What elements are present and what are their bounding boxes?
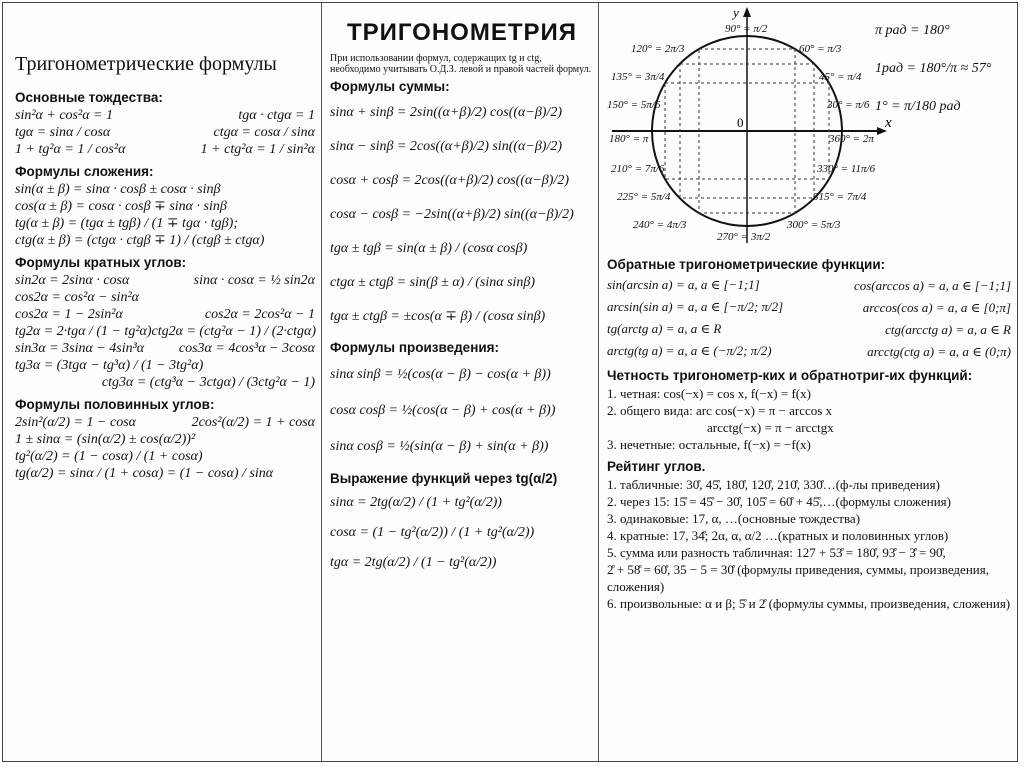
formula: cos2α = cos²α − sin²α (15, 290, 139, 305)
formula: ctgα ± ctgβ = sin(β ± α) / (sinα sinβ) (330, 275, 536, 290)
formula: cosα = (1 − tg²(α/2)) / (1 + tg²(α/2)) (330, 525, 535, 540)
formula: 1 ± sinα = (sin(α/2) ± cos(α/2))² (15, 432, 196, 447)
formula: cosα − cosβ = −2sin((α+β)/2) sin((α−β)/2) (330, 207, 574, 222)
formula: tg2α = 2·tgα / (1 − tg²α) (15, 324, 152, 339)
angle-label: 300° = 5π/3 (787, 219, 841, 231)
parity-item: 2. общего вида: arc cos(−x) = π − arccos x (607, 403, 833, 418)
angle-label: 240° = 4π/3 (633, 219, 687, 231)
formula: cos2α = 1 − 2sin²α (15, 307, 123, 322)
rating-item: 1. табличные: 30̊, 45̊, 180̊, 120̊, 210̊, 330̊…(ф-лы приведения) (607, 477, 940, 492)
y-axis-label: y (733, 5, 739, 20)
origin-label: 0 (737, 115, 744, 130)
angle-label: 135° = 3π/4 (611, 71, 665, 83)
angle-label: 60° = π/3 (799, 43, 842, 55)
angle-label: 330° = 11π/6 (817, 163, 876, 175)
rating-item: 5. сумма или разность табличная: 127 + 53̊ = 180̊, 93̊ − 3̊ = 90̊, (607, 545, 946, 560)
sheet-subtitle: Тригонометрические формулы (15, 53, 277, 75)
via-tan-heading: Выражение функций через tg(α/2) (330, 471, 558, 486)
formula: tg²(α/2) = (1 − cosα) / (1 + cosα) (15, 449, 203, 464)
formula: ctg(α ± β) = (ctgα · ctgβ ∓ 1) / (ctgβ ± ctgα) (15, 233, 265, 248)
formula: tg(arctg a) = a, a ∈ R (607, 321, 722, 336)
unit-circle-area (607, 3, 1011, 253)
column-basic-formulas (3, 3, 321, 761)
odz-note: При использовании формул, содержащих tg и ctg, необходимо учитывать О.Д.З. левой и правой частей формул. (330, 53, 592, 75)
parity-heading: Четность тригонометр-ких и обратнотриг-их функций: (607, 368, 973, 383)
formula: ctgα = cosα / sinα (213, 125, 315, 140)
formula: tgα ± ctgβ = ±cos(α ∓ β) / (cosα sinβ) (330, 309, 546, 324)
unit-circle-diagram (607, 3, 897, 253)
parity-item: arcctg(−x) = π − arcctgx (707, 420, 834, 435)
formula: sinα − sinβ = 2cos((α+β)/2) sin((α−β)/2) (330, 139, 563, 154)
addition-heading: Формулы сложения: (15, 164, 154, 179)
formula: sinα cosβ = ½(sin(α − β) + sin(α + β)) (330, 439, 549, 454)
multiple-angles-heading: Формулы кратных углов: (15, 255, 187, 270)
angle-label: 360° = 2π (829, 133, 874, 145)
formula: 2sin²(α/2) = 1 − cosα (15, 415, 137, 430)
formula: tgα · ctgα = 1 (238, 108, 315, 123)
formula: arccos(cos a) = a, a ∈ [0;π] (862, 299, 1011, 315)
formula: cosα + cosβ = 2cos((α+β)/2) cos((α−β)/2) (330, 173, 569, 188)
formula: cos2α = 2cos²α − 1 (204, 307, 315, 322)
rating-item: 4. кратные: 17, 34̊; 2α, α, α/2 …(кратных и половинных углов) (607, 528, 949, 543)
radian-notes (875, 23, 1005, 137)
angle-label: 315° = 7π/4 (813, 191, 867, 203)
angle-label: 180° = π (609, 133, 649, 145)
angle-label: 150° = 5π/6 (607, 99, 661, 111)
formula: tgα ± tgβ = sin(α ± β) / (cosα cosβ) (330, 241, 528, 256)
formula: 2cos²(α/2) = 1 + cosα (191, 415, 315, 430)
formula: ctg3α = (ctg³α − 3ctgα) / (3ctg²α − 1) (101, 375, 315, 390)
column-circle-inverse (599, 3, 1017, 761)
formula: cos(arccos a) = a, a ∈ [−1;1] (853, 277, 1011, 293)
formula: sin²α + cos²α = 1 (15, 108, 113, 123)
formula: sin2α = 2sinα · cosα (15, 273, 130, 288)
formula: sin(α ± β) = sinα · cosβ ± cosα · sinβ (15, 182, 221, 197)
formula: tg(α/2) = sinα / (1 + cosα) = (1 − cosα) / sinα (15, 466, 274, 481)
formula: sinα · cosα = ½ sin2α (193, 273, 315, 288)
angle-label: 120° = 2π/3 (631, 43, 685, 55)
formula: sin(arcsin a) = a, a ∈ [−1;1] (607, 277, 760, 292)
rating-item: 3. одинаковые: 17, α, …(основные тождества) (607, 511, 861, 526)
formula: tgα = sinα / cosα (15, 125, 111, 140)
formula: ctg2α = (ctg²α − 1) / (2·ctgα) (151, 324, 317, 339)
formula: 1 + tg²α = 1 / cos²α (15, 142, 126, 157)
formula: cos(α ± β) = cosα · cosβ ∓ sinα · sinβ (15, 199, 227, 214)
formula: sin3α = 3sinα − 4sin³α (15, 341, 145, 356)
formula: cosα cosβ = ½(cos(α − β) + cos(α + β)) (330, 403, 556, 418)
formula: arctg(tg a) = a, a ∈ (−π/2; π/2) (607, 343, 772, 358)
formula: arcctg(ctg a) = a, a ∈ (0;π) (867, 343, 1011, 359)
rating-item: 6. произвольные: α и β; 5̊ и 2̊ (формулы суммы, произведения, сложения) (607, 596, 1011, 611)
rating-heading: Рейтинг углов. (607, 459, 706, 474)
angle-label: 30° = π/6 (827, 99, 870, 111)
page-title: ТРИГОНОМЕТРИЯ (346, 19, 578, 46)
half-angles-heading: Формулы половинных углов: (15, 397, 215, 412)
angle-label: 225° = 5π/4 (617, 191, 671, 203)
rating-item: 2. через 15: 15̊ = 45̊ − 30̊, 105̊ = 60̊ + 45̊,…(формулы сложения) (607, 494, 951, 509)
formula: arcsin(sin a) = a, a ∈ [−π/2; π/2] (607, 299, 784, 314)
formula: sinα sinβ = ½(cos(α − β) − cos(α + β)) (330, 367, 551, 382)
sum-formulas-heading: Формулы суммы: (330, 79, 450, 94)
parity-item: 3. нечетные: остальные, f(−x) = −f(x) (607, 437, 811, 452)
one-deg-formula: 1° = π/180 рад (875, 99, 961, 114)
basic-identities-heading: Основные тождества: (15, 90, 163, 105)
inverse-functions-heading: Обратные тригонометрические функции: (607, 257, 886, 272)
rating-item: 2̊ + 58̊ = 60̊, 35 − 5 = 30̊ (формулы приведения, суммы, произведения, сложения) (607, 562, 989, 594)
formula: ctg(arcctg a) = a, a ∈ R (885, 321, 1011, 337)
y-axis-arrow (743, 7, 751, 17)
column-sum-product (321, 3, 599, 761)
formula: tg(α ± β) = (tgα ± tgβ) / (1 ∓ tgα · tgβ); (15, 216, 238, 231)
formula: 1 + ctg²α = 1 / sin²α (200, 142, 315, 157)
angle-label: 45° = π/4 (819, 71, 862, 83)
formula: tg3α = (3tgα − tg³α) / (1 − 3tg²α) (15, 358, 204, 373)
product-formulas-heading: Формулы произведения: (330, 340, 500, 355)
angle-label: 210° = 7π/6 (611, 163, 665, 175)
x-axis-label: x (885, 115, 892, 131)
formula: cos3α = 4cos³α − 3cosα (178, 341, 315, 356)
formula-sheet (2, 2, 1018, 762)
angle-label: 270° = 3π/2 (717, 231, 771, 243)
formula: sinα + sinβ = 2sin((α+β)/2) cos((α−β)/2) (330, 105, 563, 120)
angle-label: 90° = π/2 (725, 23, 768, 35)
parity-item: 1. четная: cos(−x) = cos x, f(−x) = f(x) (607, 386, 811, 401)
formula: sinα = 2tg(α/2) / (1 + tg²(α/2)) (330, 495, 502, 510)
formula: tgα = 2tg(α/2) / (1 − tg²(α/2)) (330, 555, 497, 570)
one-rad-formula: 1рад = 180°/π ≈ 57° (875, 61, 992, 76)
pi-rad-formula: π рад = 180° (875, 23, 950, 38)
